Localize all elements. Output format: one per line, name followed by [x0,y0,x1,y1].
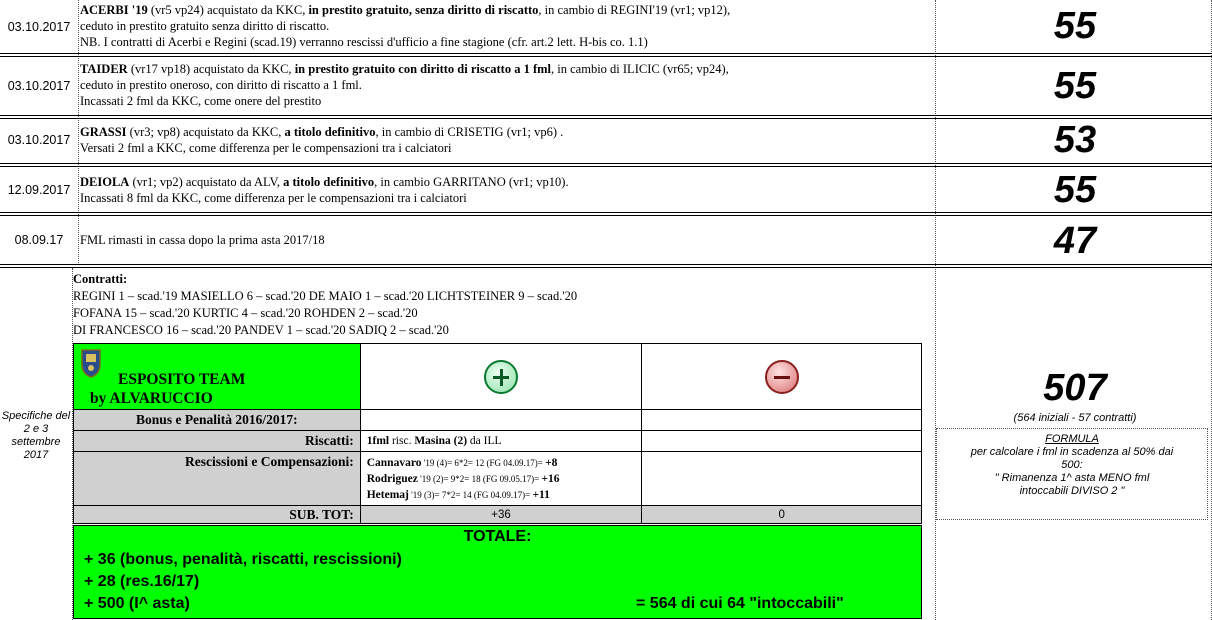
row-date: 12.09.2017 [7,183,71,197]
row-description [80,61,930,109]
column-divider [78,0,79,265]
row-line: Versati 2 fml a KKC, come differenza per le compensazioni tra i calciatori [80,141,452,155]
riscatti-plus-cell: 1fml risc. Masina (2) da ILL [360,431,642,452]
points-value: 55 [1053,5,1097,47]
contracts-line: REGINI 1 – scad.'19 MASIELLO 6 – scad.'20 DE MAIO 1 – scad.'20 LICHTSTEINER 9 – scad.'20 [73,289,578,303]
row-date: 03.10.2017 [7,79,71,93]
row-description [80,232,930,248]
rescissione-item: Cannavaro '19 (4)= 6*2= 12 (FG 04.09.17)= +8 [366,456,558,469]
row-line: Incassati 8 fml da KKC, come differenza per le compensazioni tra i calciatori [80,191,467,205]
row-line: ceduto in prestito oneroso, con diritto di riscatto a 1 fml. [80,78,362,92]
spec-label: Specifiche del 2 e 3 settembre 2017 [1,410,71,461]
team-crest-icon [80,346,102,378]
row-line: TAIDER (vr17 vp18) acquistato da KKC, in prestito gratuito con diritto di riscatto a 1 fml, in cambio di ILICIC (vr65; vp24), [80,62,729,76]
column-divider [935,0,936,620]
team-table [73,343,922,524]
row-date: 03.10.2017 [7,20,71,34]
points-value: 47 [1053,220,1097,262]
minus-circle-icon [765,360,799,394]
plus-circle-icon [484,360,518,394]
row-date: 03.10.2017 [7,133,71,147]
riscatti-label: Riscatti: [74,431,361,452]
bonus-label: Bonus e Penalità 2016/2017: [74,410,361,431]
plus-header-cell [360,344,642,410]
points-value: 55 [1053,169,1097,211]
row-line: Incassati 2 fml da KKC, come onere del prestito [80,94,322,108]
points-value: 53 [1053,119,1097,161]
row-separator [0,163,1212,167]
row-line: FML rimasti in cassa dopo la prima asta 2017/18 [80,233,325,247]
total-points: 507 [1043,367,1107,409]
rescissioni-minus-cell [642,452,922,506]
totale-block [73,525,922,619]
row-description [80,2,930,50]
points-value: 55 [1053,65,1097,107]
formula-title: FORMULA [1045,433,1099,445]
totale-result: = 564 di cui 64 "intoccabili" [636,595,844,612]
contracts-title: Contratti: [73,272,128,286]
contracts-block [73,271,577,339]
team-name-line: by ALVARUCCIO [90,389,213,407]
formula-line: per calcolare i fml in scadenza al 50% dai [970,446,1174,458]
riscatti-minus-cell [642,431,922,452]
rescissione-item: Hetemaj '19 (3)= 7*2= 14 (FG 04.09.17)= +11 [366,488,550,501]
subtot-minus: 0 [642,506,922,524]
row-separator [0,212,1212,216]
total-note: (564 iniziali - 57 contratti) [1013,412,1137,424]
totale-line: + 28 (res.16/17) [84,573,200,590]
rescissioni-plus-cell [360,452,642,506]
rescissioni-label: Rescissioni e Compensazioni: [74,452,361,506]
row-date: 08.09.17 [14,233,64,247]
formula-line: intoccabili DIVISO 2 " [1019,485,1125,497]
formula-line: 500: [1061,459,1083,471]
row-description [80,174,930,206]
team-name [80,370,354,408]
row-line: GRASSI (vr3; vp8) acquistato da KKC, a titolo definitivo, in cambio di CRISETIG (vr1; vp6) . [80,125,564,139]
row-line: ACERBI '19 (vr5 vp24) acquistato da KKC, in prestito gratuito, senza diritto di riscatto, in cambio di REGINI'19 (vr1; vp12), [80,3,731,17]
totale-title: TOTALE: [463,528,532,545]
team-name-line: ESPOSITO TEAM [118,370,246,388]
formula-line: " Rimanenza 1^ asta MENO fml [994,472,1150,484]
row-separator [0,264,1212,268]
subtot-plus: +36 [360,506,642,524]
minus-header-cell [642,344,922,410]
totale-line: + 36 (bonus, penalità, riscatti, rescissioni) [84,551,402,568]
rescissione-item: Rodriguez '19 (2)= 9*2= 18 (FG 09.05.17)= +16 [366,472,560,485]
row-separator [0,53,1212,57]
row-description [80,124,930,156]
row-line: DEIOLA (vr1; vp2) acquistato da ALV, a titolo definitivo, in cambio GARRITANO (vr1; vp10). [80,175,569,189]
row-line: ceduto in prestito gratuito senza diritto di riscatto. [80,19,330,33]
formula-box [936,428,1208,520]
row-separator [0,115,1212,119]
contracts-line: FOFANA 15 – scad.'20 KURTIC 4 – scad.'20 ROHDEN 2 – scad.'20 [73,306,418,320]
subtot-label: SUB. TOT: [74,506,361,524]
bonus-plus-cell [360,410,642,431]
row-line: NB. I contratti di Acerbi e Regini (scad.19) verranno rescissi d'ufficio a fine stagione (cfr. art.2 lett. H-bis co. 1.1) [80,35,648,49]
bonus-minus-cell [642,410,922,431]
contracts-line: DI FRANCESCO 16 – scad.'20 PANDEV 1 – scad.'20 SADIQ 2 – scad.'20 [73,323,449,337]
totale-line: + 500 (I^ asta) [84,595,190,612]
team-header-cell [74,344,361,410]
